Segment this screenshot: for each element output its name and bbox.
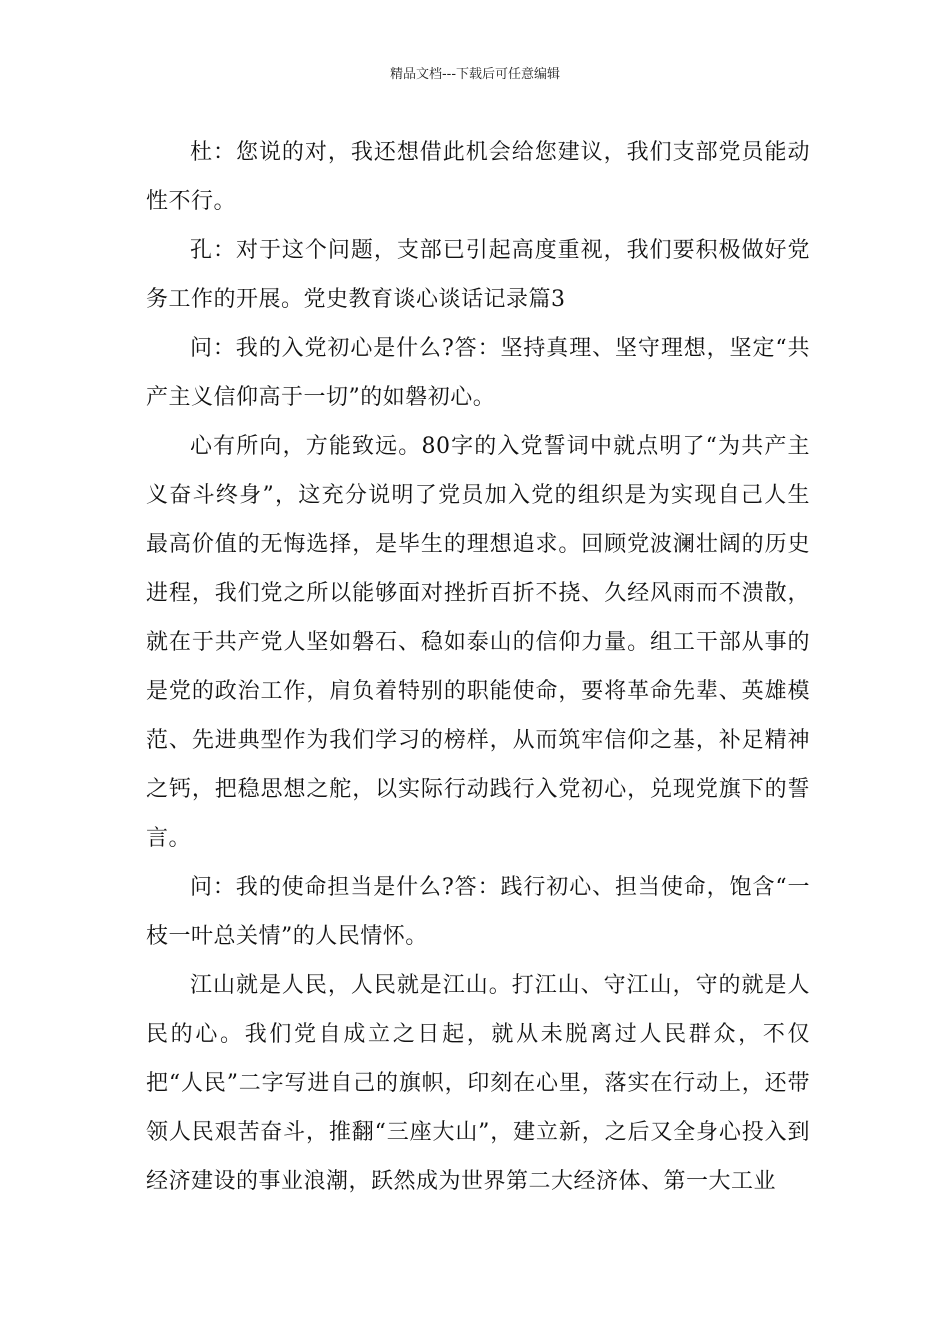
document-body — [146, 128, 810, 1206]
page-header: 精品文档---下载后可任意编辑 — [389, 67, 561, 82]
paragraph-3: 问：我的入党初心是什么?答：坚持真理、坚守理想，坚定“共产主义信仰高于一切”的如磐初心。 — [146, 336, 810, 410]
paragraph-2: 孔：对于这个问题，支部已引起高度重视，我们要积极做好党务工作的开展。党史教育谈心谈话记录篇3 — [146, 238, 810, 312]
paragraph-4: 心有所向，方能致远。80字的入党誓词中就点明了“为共产主义奋斗终身”，这充分说明了党员加入党的组织是为实现自己人生最高价值的无悔选择，是毕生的理想追求。回顾党波澜壮阔的历史进程，我们党之所以能够面对挫折百折不挠、久经风雨而不溃散，就在于共产党人坚如磐石、稳如泰山的信仰力量。组工干部从事的是党的政治工作，肩负着特别的职能使命，要将革命先辈、英雄模范、先进典型作为我们学习的榜样，从而筑牢信仰之基，补足精神之钙，把稳思想之舵，以实际行动践行入党初心，兑现党旗下的誓言。 — [146, 434, 810, 851]
paragraph-1: 杜：您说的对，我还想借此机会给您建议，我们支部党员能动性不行。 — [146, 140, 810, 214]
paragraph-5: 问：我的使命担当是什么?答：践行初心、担当使命，饱含“一枝一叶总关情”的人民情怀。 — [146, 875, 810, 949]
paragraph-6: 江山就是人民，人民就是江山。打江山、守江山，守的就是人民的心。我们党自成立之日起，就从未脱离过人民群众，不仅把“人民”二字写进自己的旗帜，印刻在心里，落实在行动上，还带领人民艰苦奋斗，推翻“三座大山”，建立新，之后又全身心投入到经济建设的事业浪潮，跃然成为世界第二大经济体、第一大工业 — [146, 973, 810, 1194]
